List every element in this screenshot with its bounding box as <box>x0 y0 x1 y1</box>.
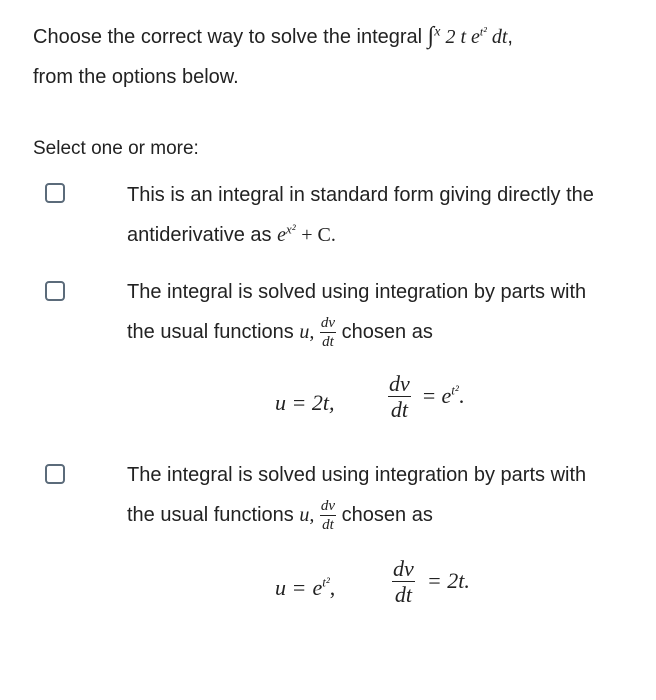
option-2-eq-rhs-base: e <box>441 382 452 408</box>
option-3-text[interactable] <box>127 455 637 535</box>
option-2-eq-u-lhs: u = 2t, <box>275 390 335 415</box>
option-2-inline-fraction <box>320 316 336 350</box>
option-2-eq-fraction <box>388 373 411 421</box>
question-text <box>33 16 633 97</box>
question-lead: Choose the correct way to solve the integral <box>33 26 423 48</box>
option-1-math-base: e <box>277 224 286 246</box>
option-1-math <box>277 221 296 246</box>
integrand-exponent: t² <box>479 24 487 39</box>
fraction-numerator: dv <box>320 497 336 514</box>
fraction-numerator: dv <box>393 556 414 581</box>
integral-upper-limit: x <box>434 24 441 40</box>
option-2-eq-equals: = <box>422 382 436 408</box>
option-2-equation-u <box>275 392 334 414</box>
option-1-math-exp: x² <box>285 221 296 237</box>
option-2-eq-rhs <box>441 383 458 408</box>
differential: dt <box>491 26 508 48</box>
question-comma: , <box>507 26 513 48</box>
option-2-line2-lead: the usual functions <box>127 321 294 343</box>
question-integral <box>427 23 508 49</box>
select-label: Select one or more: <box>33 138 199 159</box>
option-2-equation-dv <box>388 373 464 421</box>
option-2-text[interactable] <box>127 272 637 352</box>
fraction-denominator: dt <box>394 582 412 607</box>
option-3-line2-tail: chosen as <box>341 504 433 526</box>
integral-sign: ∫ <box>427 23 435 49</box>
option-3-eq-u-comma: , <box>329 575 336 600</box>
option-2-line1: The integral is solved using integration by parts with <box>127 281 587 303</box>
option-3-eq-fraction <box>392 558 415 606</box>
option-1-checkbox[interactable] <box>45 183 65 203</box>
option-3-u: u, <box>299 504 315 526</box>
option-3-line2-lead: the usual functions <box>127 504 294 526</box>
option-2-u: u, <box>299 321 315 343</box>
option-2-eq-rhs-exp: t² <box>451 382 459 398</box>
fraction-numerator: dv <box>389 371 410 396</box>
option-3-checkbox[interactable] <box>45 464 65 484</box>
fraction-numerator: dv <box>320 314 336 331</box>
option-2-line2-tail: chosen as <box>341 321 433 343</box>
option-3-line1: The integral is solved using integration by parts with <box>127 464 587 486</box>
option-3-eq-u-prefix: u = <box>275 575 307 600</box>
option-3-inline-fraction <box>320 499 336 533</box>
option-3-equation-u <box>275 574 336 600</box>
option-3-eq-u-base: e <box>312 575 323 600</box>
option-1-math-tail: + C. <box>301 224 336 246</box>
option-3-equation-dv <box>392 558 470 606</box>
fraction-denominator: dt <box>322 516 334 533</box>
fraction-denominator: dt <box>390 397 408 422</box>
option-1-text[interactable] <box>127 175 637 255</box>
option-1-lead: This is an integral in standard form giving directly the antiderivative as <box>127 184 594 246</box>
option-3-eq-rhs: = 2t. <box>426 567 470 593</box>
fraction-denominator: dt <box>322 333 334 350</box>
integrand: 2 t e <box>445 26 480 48</box>
question-tail: from the options below. <box>33 66 239 88</box>
option-3-eq-u-exponent: t² <box>322 574 330 590</box>
option-2-eq-period: . <box>458 382 465 408</box>
option-3-eq-u-exp <box>312 575 329 600</box>
option-2-checkbox[interactable] <box>45 281 65 301</box>
